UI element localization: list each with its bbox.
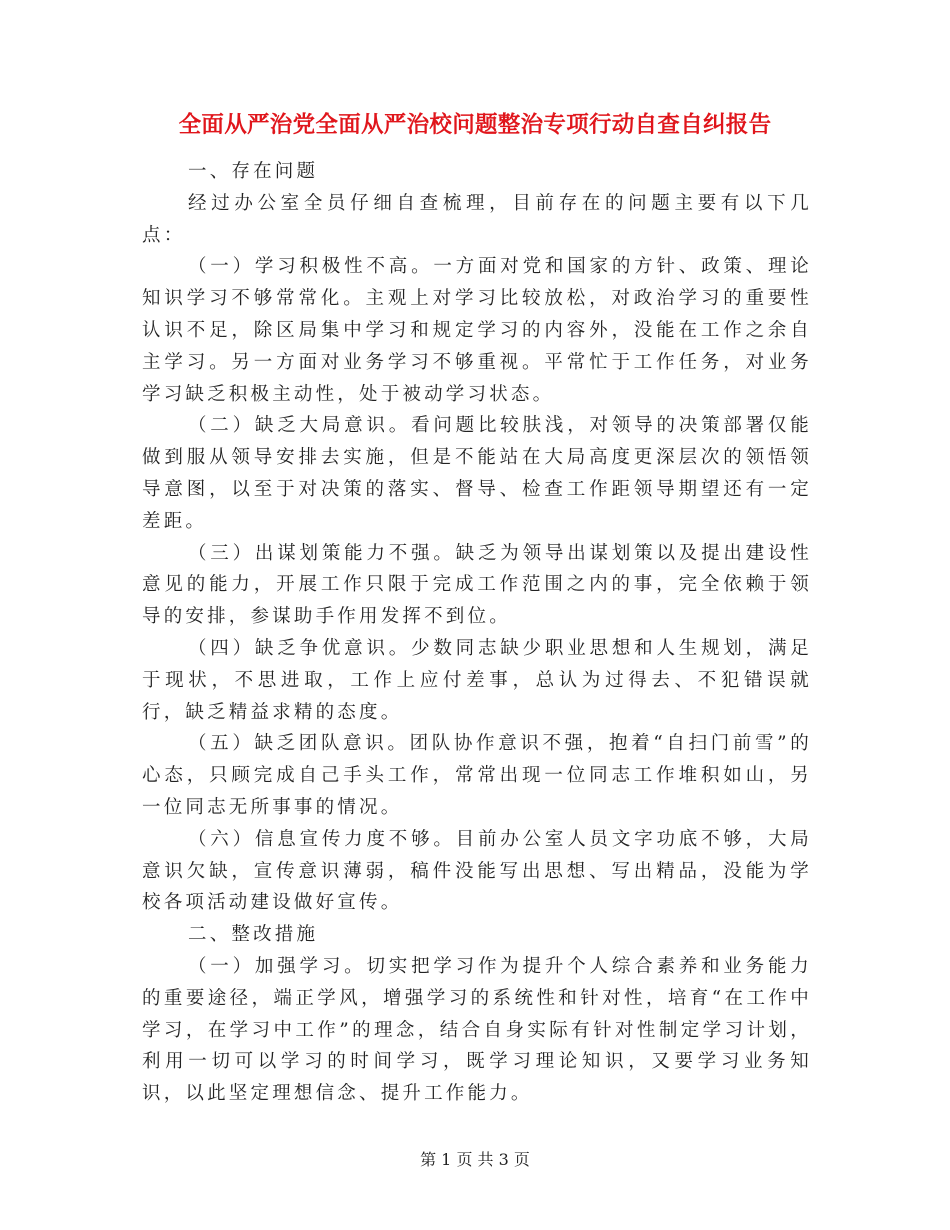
problem-paragraph-1: （一）学习积极性不高。一方面对党和国家的方针、政策、理论知识学习不够常常化。主观上对学习比较放松，对政治学习的重要性认识不足，除区局集中学习和规定学习的内容外，没能在工作之余自主学习。另一方面对业务学习不够重视。平常忙于工作任务，对业务学习缺乏积极主动性，处于被动学习状态。 — [142, 256, 812, 405]
problem-paragraph-5: （五）缺乏团队意识。团队协作意识不强，抱着“自扫门前雪”的心态，只顾完成自己手头工作，常常出现一位同志工作堆积如山，另一位同志无所事事的情况。 — [142, 733, 812, 818]
intro-paragraph: 经过办公室全员仔细自查梳理，目前存在的问题主要有以下几点： — [142, 192, 812, 246]
section-heading-problems: 一、存在问题 — [188, 161, 319, 182]
problem-paragraph-3: （三）出谋划策能力不强。缺乏为领导出谋划策以及提出建设性意见的能力，开展工作只限于完成工作范围之内的事，完全依赖于领导的安排，参谋助手作用发挥不到位。 — [142, 542, 812, 628]
measure-paragraph-1: （一）加强学习。切实把学习作为提升个人综合素养和业务能力的重要途径，端正学风，增强学习的系统性和针对性，培育“在工作中学习，在学习中工作”的理念，结合自身实际有针对性制定学习计划，利用一切可以学习的时间学习，既学习理论知识，又要学习业务知识，以此坚定理想信念、提升工作能力。 — [142, 955, 812, 1105]
document-title: 全面从严治党全面从严治校问题整治专项行动自查自纠报告 — [178, 112, 772, 138]
problem-paragraph-2: （二）缺乏大局意识。看问题比较肤浅，对领导的决策部署仅能做到服从领导安排去实施，但是不能站在大局高度更深层次的领悟领导意图，以至于对决策的落实、督导、检查工作距领导期望还有一定差距。 — [142, 415, 812, 532]
page-footer: 第 1 页 共 3 页 — [420, 1150, 530, 1169]
section-heading-measures: 二、整改措施 — [188, 924, 319, 946]
problem-paragraph-4: （四）缺乏争优意识。少数同志缺少职业思想和人生规划，满足于现状，不思进取，工作上应付差事，总认为过得去、不犯错误就行，缺乏精益求精的态度。 — [142, 637, 812, 723]
document-body — [142, 156, 812, 1110]
problem-paragraph-6: （六）信息宣传力度不够。目前办公室人员文字功底不够，大局意识欠缺，宣传意识薄弱，稿件没能写出思想、写出精品，没能为学校各项活动建设做好宣传。 — [142, 828, 812, 914]
